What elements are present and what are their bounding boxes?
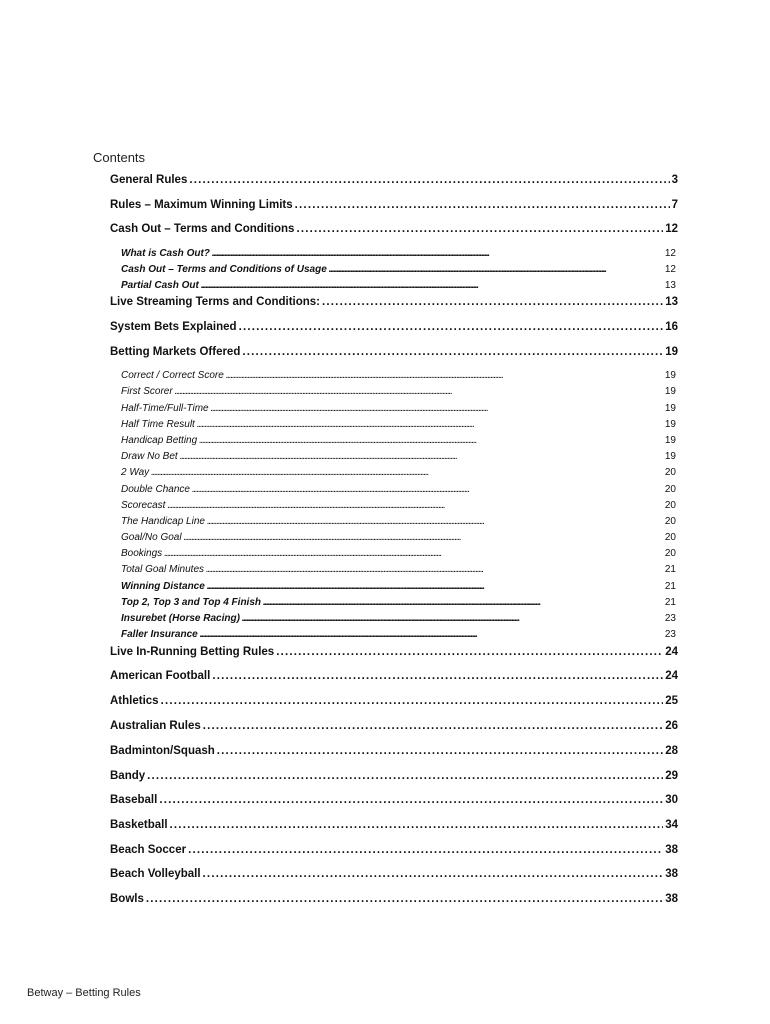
toc-entry-label: Total Goal Minutes (121, 564, 205, 575)
toc-entry-page-number: 20 (664, 548, 676, 559)
toc-dot-leader (295, 199, 670, 211)
toc-entry-page-number: 20 (664, 516, 676, 527)
toc-dot-leader (211, 403, 663, 414)
toc-dot-leader (146, 893, 663, 905)
toc-entry-page-number: 19 (664, 435, 676, 446)
toc-dot-leader (207, 581, 663, 592)
toc-entry-page-number: 20 (664, 467, 676, 478)
toc-entry-label: Athletics (110, 695, 159, 707)
toc-dot-leader (147, 770, 663, 782)
toc-dot-leader (226, 370, 663, 381)
toc-entry-label: Beach Soccer (110, 844, 187, 856)
toc-dot-leader (239, 321, 664, 333)
toc-entry[interactable] (110, 770, 678, 782)
toc-dot-leader (167, 500, 662, 511)
toc-dot-leader (189, 174, 669, 186)
toc-entry-label: Basketball (110, 819, 168, 831)
toc-entry-label: Live In-Running Betting Rules (110, 646, 275, 658)
toc-entry-page-number: 19 (664, 451, 676, 462)
toc-entry-label: Australian Rules (110, 720, 201, 732)
toc-entry[interactable] (110, 695, 678, 707)
toc-dot-leader (212, 248, 663, 259)
toc-entry-label: The Handicap Line (121, 516, 205, 527)
toc-dot-leader (263, 597, 663, 608)
toc-entry-page-number: 12 (664, 264, 676, 275)
toc-entry[interactable] (121, 500, 676, 511)
toc-entry-label: Winning Distance (121, 581, 205, 592)
toc-entry-label: Cash Out – Terms and Conditions of Usage (121, 264, 327, 275)
toc-entry-label: Badminton/Squash (110, 745, 215, 757)
page-footer: Betway – Betting Rules (27, 987, 141, 999)
toc-dot-leader (192, 484, 663, 495)
toc-entry-label: 2 Way (121, 467, 150, 478)
toc-entry[interactable] (121, 564, 676, 575)
toc-dot-leader (296, 223, 663, 235)
toc-entry-label: Correct / Correct Score (121, 370, 224, 381)
toc-entry-label: Baseball (110, 794, 158, 806)
toc-entry-page-number: 19 (665, 346, 678, 358)
toc-dot-leader (242, 346, 663, 358)
toc-entry-page-number: 30 (665, 794, 678, 806)
toc-entry[interactable] (121, 581, 676, 592)
toc-entry-label: Bookings (121, 548, 163, 559)
toc-dot-leader (203, 720, 663, 732)
toc-entry-label: Goal/No Goal (121, 532, 182, 543)
toc-dot-leader (329, 264, 663, 275)
toc-entry-page-number: 16 (665, 321, 678, 333)
toc-entry-page-number: 12 (664, 248, 676, 259)
toc-entry-label: Live Streaming Terms and Conditions: (110, 296, 321, 308)
toc-entry[interactable] (121, 280, 676, 291)
toc-dot-leader (217, 745, 663, 757)
toc-entry-label: Handicap Betting (121, 435, 198, 446)
toc-entry-page-number: 3 (671, 174, 678, 186)
toc-entry-page-number: 23 (664, 613, 676, 624)
toc-entry-page-number: 34 (665, 819, 678, 831)
toc-entry-page-number: 24 (665, 670, 678, 682)
toc-entry[interactable] (121, 370, 676, 381)
toc-entry[interactable] (110, 174, 678, 186)
toc-entry-label: Bowls (110, 893, 144, 905)
toc-entry[interactable] (110, 223, 678, 235)
toc-dot-leader (164, 548, 663, 559)
toc-entry[interactable] (121, 264, 676, 275)
toc-entry-label: Insurebet (Horse Racing) (121, 613, 240, 624)
toc-entry[interactable] (110, 199, 678, 211)
toc-entry-page-number: 29 (665, 770, 678, 782)
toc-entry-label: Rules – Maximum Winning Limits (110, 199, 293, 211)
toc-entry-page-number: 20 (664, 484, 676, 495)
toc-entry[interactable] (121, 386, 676, 397)
toc-entry[interactable] (121, 597, 676, 608)
toc-dot-leader (170, 819, 664, 831)
toc-dot-leader (159, 794, 663, 806)
toc-entry-label: First Scorer (121, 386, 173, 397)
toc-entry[interactable] (110, 794, 678, 806)
toc-entry-page-number: 19 (664, 403, 676, 414)
toc-entry-label: Scorecast (121, 500, 166, 511)
toc-entry-page-number: 13 (664, 280, 676, 291)
toc-dot-leader (322, 296, 663, 308)
toc-entry-page-number: 7 (671, 199, 678, 211)
toc-entry-label: Half-Time/Full-Time (121, 403, 209, 414)
contents-heading: Contents (93, 150, 146, 165)
toc-entry-label: American Football (110, 670, 211, 682)
toc-entry-label: General Rules (110, 174, 188, 186)
toc-entry-page-number: 26 (665, 720, 678, 732)
toc-entry[interactable] (121, 451, 676, 462)
toc-entry-page-number: 24 (665, 646, 678, 658)
toc-entry-label: Cash Out – Terms and Conditions (110, 223, 295, 235)
toc-entry[interactable] (121, 516, 676, 527)
toc-entry[interactable] (121, 435, 676, 446)
toc-entry-page-number: 19 (664, 386, 676, 397)
toc-entry[interactable] (110, 893, 678, 905)
toc-entry-page-number: 25 (665, 695, 678, 707)
toc-entry[interactable] (110, 745, 678, 757)
toc-entry-page-number: 21 (664, 597, 676, 608)
toc-dot-leader (201, 280, 663, 291)
toc-dot-leader (151, 467, 663, 478)
toc-entry-page-number: 19 (664, 370, 676, 381)
toc-dot-leader (197, 419, 663, 430)
toc-dot-leader (207, 516, 663, 527)
toc-entry-page-number: 19 (664, 419, 676, 430)
toc-entry-label: Draw No Bet (121, 451, 178, 462)
toc-entry[interactable] (121, 403, 676, 414)
toc-entry[interactable] (110, 868, 678, 880)
toc-entry[interactable] (121, 548, 676, 559)
toc-entry-page-number: 38 (665, 893, 678, 905)
toc-entry[interactable] (121, 629, 676, 640)
toc-entry-page-number: 38 (665, 868, 678, 880)
toc-entry[interactable] (110, 296, 678, 308)
toc-entry[interactable] (110, 321, 678, 333)
toc-dot-leader (180, 451, 663, 462)
toc-entry-page-number: 28 (665, 745, 678, 757)
toc-entry-page-number: 38 (665, 844, 678, 856)
toc-entry-page-number: 21 (664, 564, 676, 575)
toc-dot-leader (188, 844, 663, 856)
toc-entry-label: What is Cash Out? (121, 248, 210, 259)
toc-dot-leader (206, 564, 663, 575)
toc-entry-label: System Bets Explained (110, 321, 237, 333)
toc-dot-leader (242, 613, 663, 624)
toc-entry[interactable] (121, 248, 676, 259)
toc-entry[interactable] (110, 670, 678, 682)
toc-entry-label: Top 2, Top 3 and Top 4 Finish (121, 597, 261, 608)
toc-entry-label: Faller Insurance (121, 629, 198, 640)
toc-entry-page-number: 12 (665, 223, 678, 235)
toc-dot-leader (161, 695, 664, 707)
toc-entry[interactable] (110, 819, 678, 831)
toc-entry-page-number: 13 (665, 296, 678, 308)
toc-dot-leader (212, 670, 663, 682)
toc-entry[interactable] (121, 419, 676, 430)
toc-entry-label: Double Chance (121, 484, 190, 495)
toc-entry[interactable] (110, 720, 678, 732)
toc-entry[interactable] (121, 467, 676, 478)
toc-entry[interactable] (121, 532, 676, 543)
toc-entry-label: Betting Markets Offered (110, 346, 241, 358)
toc-entry-page-number: 21 (664, 581, 676, 592)
toc-dot-leader (175, 386, 663, 397)
toc-entry-label: Half Time Result (121, 419, 195, 430)
toc-dot-leader (203, 868, 664, 880)
toc-dot-leader (200, 629, 663, 640)
toc-entry-label: Partial Cash Out (121, 280, 199, 291)
toc-entry[interactable] (121, 484, 676, 495)
toc-dot-leader (199, 435, 663, 446)
toc-entry-label: Bandy (110, 770, 146, 782)
toc-entry[interactable] (110, 346, 678, 358)
toc-dot-leader (276, 646, 663, 658)
toc-entry[interactable] (121, 613, 676, 624)
toc-entry[interactable] (110, 646, 678, 658)
toc-entry-page-number: 20 (664, 532, 676, 543)
toc-entry-page-number: 20 (664, 500, 676, 511)
toc-entry-page-number: 23 (664, 629, 676, 640)
toc-entry[interactable] (110, 844, 678, 856)
toc-dot-leader (184, 532, 663, 543)
toc-entry-label: Beach Volleyball (110, 868, 201, 880)
